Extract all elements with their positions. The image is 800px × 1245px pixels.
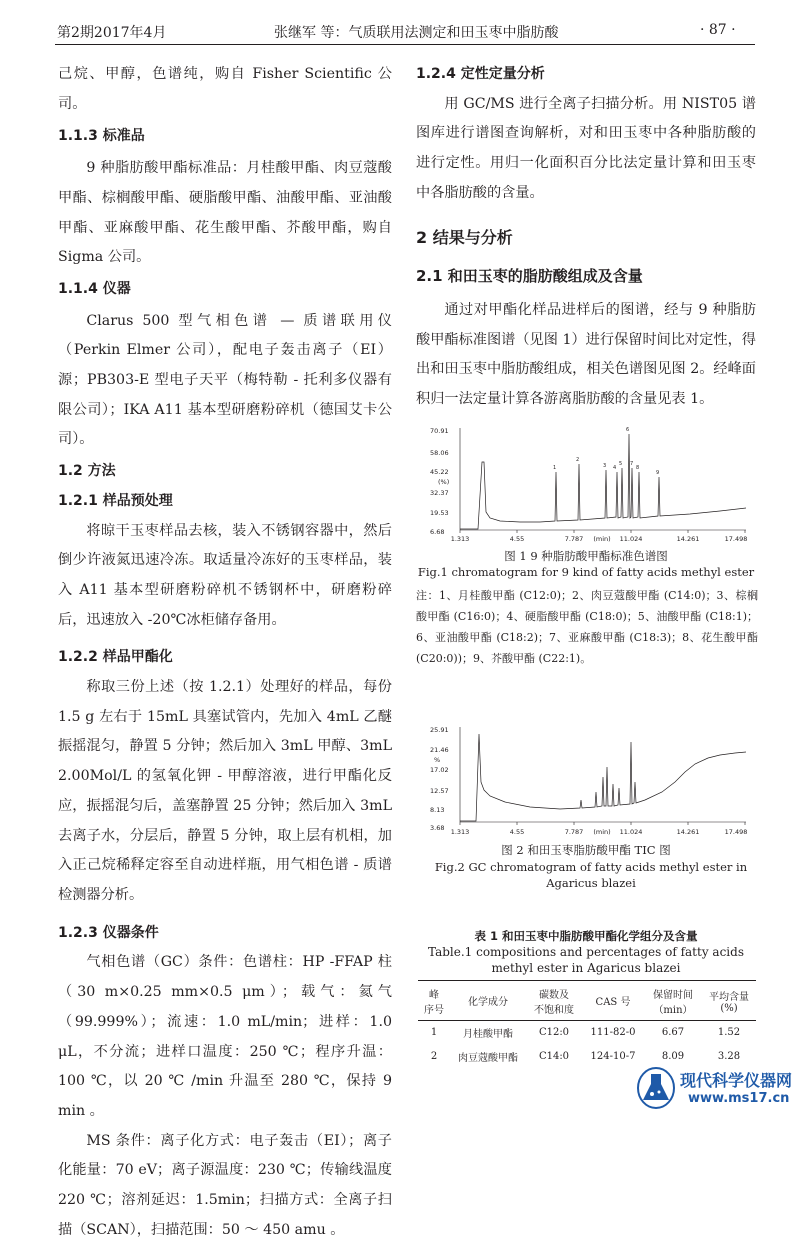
- table-cell: 3.28: [717, 1051, 741, 1062]
- fig1-ytick: 19.53: [430, 509, 449, 517]
- fig2-xtick: 4.55: [509, 828, 525, 836]
- fig2-ytick: 25.91: [430, 726, 449, 734]
- table-cell: 肉豆蔻酸甲酯: [458, 1053, 518, 1064]
- fig1-xtick: 11.024: [619, 535, 643, 543]
- fig1-ytick: 70.91: [430, 427, 449, 435]
- fig1-ytick: 45.22: [430, 468, 449, 476]
- table-1-title-cn: 表 1 和田玉枣中脂肪酸甲酯化学组分及含量: [474, 929, 698, 943]
- fig1-peak-label: 7: [630, 461, 634, 467]
- figure-1-chromatogram: [430, 422, 750, 552]
- fig1-xtick: 17.498: [724, 535, 748, 543]
- watermark-logo: [636, 1064, 796, 1114]
- fig1-peak-label: 3: [603, 463, 607, 469]
- section-2-1: 2.1 和田玉枣的脂肪酸组成及含量: [416, 267, 643, 286]
- logo-text-cn: 现代科学仪器网: [680, 1071, 793, 1090]
- table-cell: 124-10-7: [590, 1051, 636, 1062]
- figure-1-caption-cn: 图 1 9 种脂肪酸甲酯标准色谱图: [504, 549, 668, 563]
- section-1-2: 1.2 方法: [58, 463, 116, 480]
- fig1-xtick: 14.261: [676, 535, 700, 543]
- fig1-ytick: 58.06: [430, 449, 449, 457]
- table-cell: 8.09: [661, 1051, 685, 1062]
- table-header-cell: 碳数及 不饱和度: [534, 989, 574, 1016]
- section-1-2-4: 1.2.4 定性定量分析: [416, 66, 545, 82]
- fig1-peak-label: 4: [613, 465, 617, 471]
- table-cell: C14:0: [538, 1051, 570, 1062]
- fig1-peak-label: 1: [553, 465, 557, 471]
- fig2-xunit: (min): [593, 828, 611, 836]
- table-header-cell: 化学成分: [468, 997, 508, 1008]
- fig1-ytick: 6.68: [430, 528, 445, 536]
- paragraph-gc-conditions: 气相色谱（GC）条件：色谱柱：HP -FFAP 柱（30 m×0.25 mm×0.5 μm）；载气：氦气（99.999%）；流速：1.0 mL/min；进样：1.0 μL，不分流；进样口温度：250 ℃；程序升温：100 ℃，以 20 ℃ /min 升温至 280 ℃，保持 9 min 。: [58, 954, 392, 1119]
- table-cell: 111-82-0: [590, 1027, 636, 1039]
- fig1-peak-label: 9: [656, 470, 660, 476]
- figure-2-caption-en: Fig.2 GC chromatogram of fatty acids methyl ester in Agaricus blazei: [434, 860, 748, 890]
- section-1-2-2: 1.2.2 样品甲酯化: [58, 649, 173, 666]
- paragraph-reagents: 己烷、甲醇，色谱纯，购自 Fisher Scientific 公司。: [58, 66, 392, 112]
- fig2-xtick: 17.498: [724, 828, 748, 836]
- fig1-peak-label: 6: [626, 427, 630, 433]
- fig2-xtick: 14.261: [676, 828, 700, 836]
- fig2-ytick: 17.02: [430, 766, 449, 774]
- fig2-xtick: 11.024: [619, 828, 643, 836]
- page-number: · 87 ·: [700, 22, 736, 38]
- fig1-peak-label: 8: [636, 465, 640, 471]
- figure-2-chromatogram: [430, 722, 750, 842]
- fig2-ylabel: %: [434, 756, 441, 764]
- figure-2-caption-cn: 图 2 和田玉枣脂肪酸甲酯 TIC 图: [501, 843, 671, 857]
- header-rule: [55, 44, 755, 45]
- table-cell: C12:0: [538, 1027, 570, 1039]
- fig2-ytick: 8.13: [430, 806, 445, 814]
- table-header-cell: 峰 序号: [424, 989, 444, 1016]
- fig2-ytick: 3.68: [430, 824, 445, 832]
- table-cell: 月桂酸甲酯: [463, 1029, 513, 1041]
- section-2: 2 结果与分析: [416, 227, 513, 247]
- paragraph-qualitative: 用 GC/MS 进行全离子扫描分析。用 NIST05 谱图库进行谱图查询解析，对和田玉枣中各种脂肪酸的进行定性。用归一化面积百分比法定量计算和田玉枣中各脂肪酸的含量。: [416, 95, 756, 201]
- table-cell: 1.52: [717, 1027, 741, 1039]
- running-header-title: 张继军 等：气质联用法测定和田玉枣中脂肪酸: [274, 25, 559, 41]
- table-1-title-en: Table.1 compositions and percentages of fatty acids methyl ester in Agaricus blazei: [428, 945, 744, 975]
- fig2-xtick: 1.313: [450, 828, 470, 836]
- paragraph-methylation: 称取三份上述（按 1.2.1）处理好的样品，每份 1.5 g 左右于 15mL 具塞试管内，先加入 4mL 乙醚振摇混匀，静置 5 分钟；然后加入 3mL 甲醇、3mL 2.00Mol/L 的氢氧化钾 - 甲醇溶液，进行甲酯化反应，振摇混匀后，盖塞静置 25 分钟；然后加入 3mL 去离子水，分层后，静置 5 分钟，取上层有机相，加入正己烷稀释定容至自动进样瓶，用气相色谱 - 质谱检测器分析。: [58, 679, 392, 903]
- fig1-xtick: 4.55: [509, 535, 525, 543]
- section-1-1-3: 1.1.3 标准品: [58, 128, 145, 145]
- table-1: [418, 980, 756, 1069]
- paragraph-pretreatment: 将晾干玉枣样品去核，装入不锈钢容器中，然后倒少许液氮迅速冷冻。取适量冷冻好的玉枣样品，装入 A11 基本型研磨粉碎机不锈钢杯中，研磨粉碎后，迅速放入 -20℃冰柜储存备用。: [58, 522, 392, 628]
- right-column: [416, 60, 756, 415]
- table-header-row: [418, 981, 756, 1021]
- table-cell: 1: [430, 1027, 438, 1039]
- table-header-cell: 平均含量 (%): [709, 991, 749, 1014]
- section-1-1-4: 1.1.4 仪器: [58, 280, 131, 297]
- table-header-cell: 保留时间 （min）: [653, 989, 693, 1016]
- fig2-ytick: 21.46: [430, 746, 449, 754]
- section-1-2-3: 1.2.3 仪器条件: [58, 924, 159, 941]
- flask-icon: [636, 1066, 676, 1110]
- figure-1-caption-en: Fig.1 chromatogram for 9 kind of fatty acids methyl ester: [417, 565, 755, 579]
- table-header-cell: CAS 号: [595, 997, 631, 1008]
- fig1-xunit: (min): [593, 535, 611, 543]
- paragraph-standards: 9 种脂肪酸甲酯标准品：月桂酸甲酯、肉豆蔻酸甲酯、棕榈酸甲酯、硬脂酸甲酯、油酸甲酯、亚油酸甲酯、亚麻酸甲酯、花生酸甲酯、芥酸甲酯，购自 Sigma 公司。: [58, 160, 392, 266]
- section-1-2-1: 1.2.1 样品预处理: [58, 492, 173, 509]
- figure-1-note: 注：1、月桂酸甲酯 (C12:0)；2、肉豆蔻酸甲酯 (C14:0)；3、棕榈酸甲酯 (C16:0)；4、硬脂酸甲酯 (C18:0)；5、油酸甲酯 (C18:1)；6、亚油酸甲酯 (C18:2)；7、亚麻酸甲酯 (C18:3)；8、花生酸甲酯 (C20:0))；9、芥酸甲酯 (C22:1)。: [416, 589, 758, 665]
- paragraph-results: 通过对甲酯化样品进样后的图谱，经与 9 种脂肪酸甲酯标准图谱（见图 1）进行保留时间比对定性，得出和田玉枣中脂肪酸组成，相关色谱图见图 2。经峰面积归一法定量计算各游离脂肪酸的含量见表 1。: [416, 301, 756, 408]
- table-row: [418, 1021, 756, 1045]
- paragraph-instruments: Clarus 500 型气相色谱 — 质谱联用仪（Perkin Elmer 公司），配电子轰击离子（EI）源；PB303-E 型电子天平（梅特勒 - 托利多仪器有限公司）；IKA A11 基本型研磨粉碎机（德国艾卡公司）。: [58, 312, 392, 448]
- table-cell: 6.67: [661, 1027, 685, 1039]
- table-cell: 2: [430, 1051, 438, 1062]
- fig1-xtick: 7.787: [564, 535, 584, 543]
- fig1-ylabel: (%): [438, 478, 450, 486]
- logo-url: www.ms17.cn: [688, 1091, 790, 1106]
- left-column: [58, 60, 392, 1245]
- fig1-peak-label: 5: [619, 461, 623, 467]
- fig1-xtick: 1.313: [450, 535, 470, 543]
- fig2-ytick: 12.57: [430, 787, 449, 795]
- fig1-peak-label: 2: [576, 457, 580, 463]
- fig2-xtick: 7.787: [564, 828, 584, 836]
- running-header-issue: 第2期2017年4月: [57, 25, 167, 41]
- paragraph-ms-conditions: MS 条件：离子化方式：电子轰击（EI）；离子化能量：70 eV；离子源温度：230 ℃；传输线温度 220 ℃；溶剂延迟：1.5min；扫描方式：全离子扫描（SCAN），扫描范围：50 ～ 450 amu 。: [58, 1132, 392, 1238]
- fig1-ytick: 32.37: [430, 489, 449, 497]
